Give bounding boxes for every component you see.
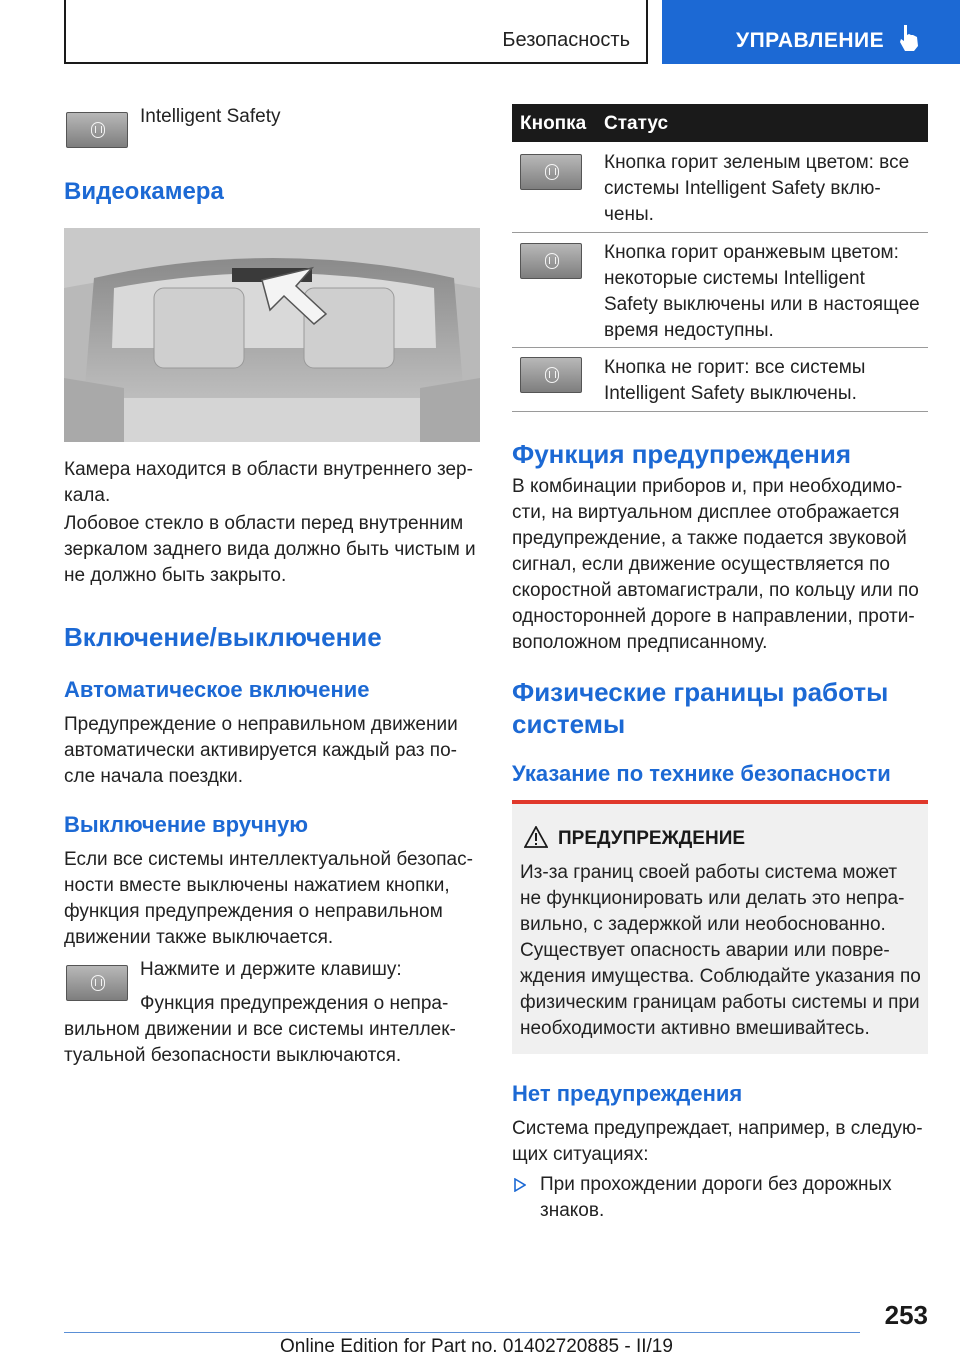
header-chapter-title: УПРАВЛЕНИЕ	[736, 29, 885, 52]
footer-edition: Online Edition for Part no. 01402720885 - II/19	[280, 1336, 673, 1357]
no-warning-heading: Нет предупреждения	[512, 1081, 743, 1106]
table-header-button: Кнопка	[520, 113, 587, 134]
bullet-triangle-icon	[514, 1178, 526, 1192]
intro-label: Intelligent Safety	[140, 106, 281, 127]
row-divider	[512, 232, 928, 233]
limits-heading: Физические границы работы системы	[512, 677, 889, 739]
status-table-header	[512, 104, 928, 142]
table-row: Кнопка горит зеленым цветом: все системы Intelligent Safety вклю- чены.	[604, 152, 910, 225]
list-item: При прохождении дороги без дорожных знаков.	[540, 1174, 892, 1221]
table-row: Кнопка горит оранжевым цветом: некоторые системы Intelligent Safety выключены или в настоящее время недоступны.	[604, 242, 920, 341]
button-orange-icon	[520, 243, 582, 279]
camera-paragraph-2: Лобовое стекло в области перед внутренним зеркалом заднего вида должно быть чистым и не должно быть закрыто.	[64, 513, 476, 586]
row-divider	[512, 347, 928, 348]
result-paragraph: Функция предупреждения о непра- вильном движении и все системы интеллек- туальной безопасности выключаются.	[64, 993, 456, 1066]
footer-divider	[64, 1332, 860, 1333]
function-heading: Функция предупреждения	[512, 439, 852, 469]
manual-heading: Выключение вручную	[64, 812, 309, 837]
safety-heading: Указание по технике безопасности	[512, 761, 891, 786]
press-instruction: Нажмите и держите клавишу:	[140, 959, 402, 980]
camera-paragraph-1: Камера находится в области внутреннего зер- кала.	[64, 459, 473, 506]
row-divider	[512, 411, 928, 412]
no-warning-paragraph: Система предупреждает, например, в следую- щих ситуациях:	[512, 1118, 923, 1165]
button-off-icon	[520, 357, 582, 393]
auto-heading: Автоматическое включение	[64, 677, 370, 702]
auto-paragraph: Предупреждение о неправильном движении автоматически активируется каждый раз по- сле начала поездки.	[64, 714, 458, 787]
warning-triangle-icon	[524, 826, 548, 848]
page-number: 253	[884, 1300, 928, 1330]
camera-heading: Видеокамера	[64, 178, 224, 205]
header-chapter-tab[interactable]	[662, 0, 960, 64]
table-row: Кнопка не горит: все системы Intelligent Safety выключены.	[604, 357, 866, 404]
warning-title: ПРЕДУПРЕЖДЕНИЕ	[558, 828, 746, 849]
header-section-title: Безопасность	[502, 29, 630, 51]
table-header-status: Статус	[604, 113, 669, 134]
manual-paragraph: Если все системы интеллектуальной безопас- ности вместе выключены нажатием кнопки, функция предупреждения о неправильном движении также выключается.	[64, 849, 473, 948]
warning-text: Из-за границ своей работы система может не функционировать или делать это непра- вильно, с задержкой или необоснованно. Существует опасность аварии или повре- ждения имущества. Соблюдайте указания по физическим границам работы системы и при необходимости активно вмешивайтесь.	[520, 862, 921, 1039]
function-paragraph: В комбинации приборов и, при необходимо- сти, на виртуальном дисплее отображается предупреждение, а также подается звуковой сигнал, если движение осуществляется по скоростной автомагистрали, по кольцу или по односторонней дороге в направлении, проти- воположном предписанному.	[512, 476, 919, 653]
warning-box	[512, 800, 928, 1054]
onoff-heading: Включение/выключение	[64, 622, 382, 652]
button-green-icon	[520, 154, 582, 190]
camera-interior-illustration	[64, 228, 480, 442]
intelligent-safety-button-icon	[66, 112, 128, 148]
header-section-box	[64, 0, 648, 64]
pointing-hand-icon	[898, 24, 920, 52]
